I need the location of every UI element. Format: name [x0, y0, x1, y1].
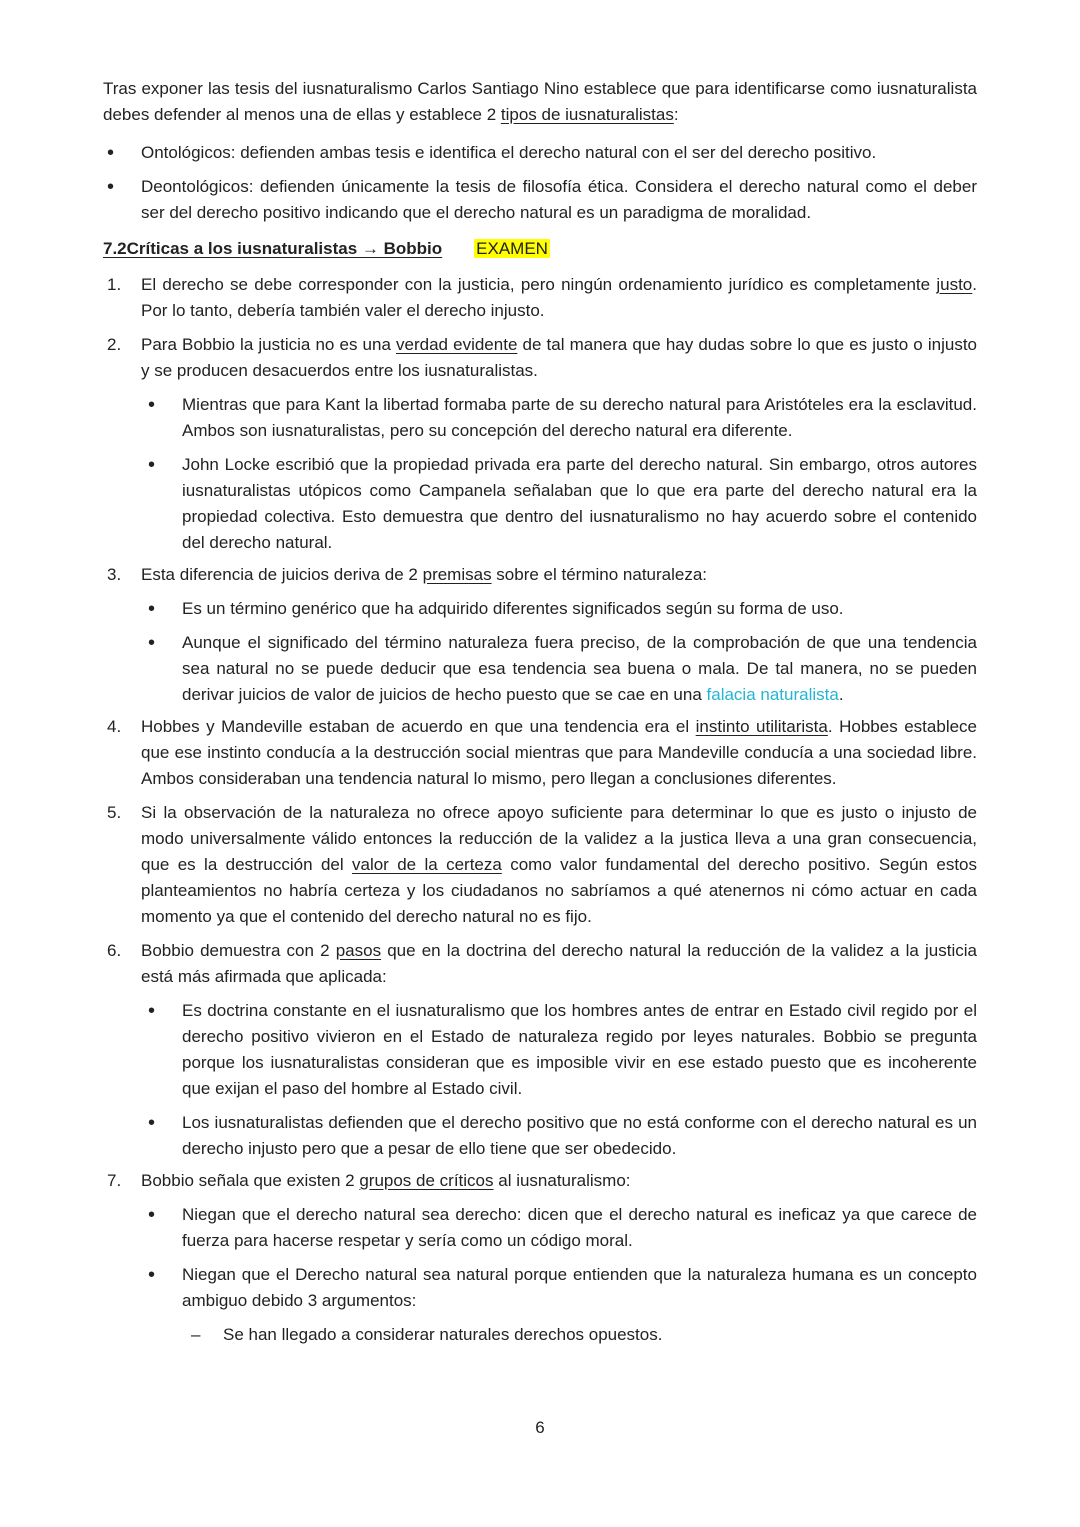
list-item-6: [103, 938, 977, 990]
sub-bullet-no-es-natural: • Niegan que el Derecho natural sea natural porque entienden que la naturaleza humana es un concepto ambiguo debido 3 argumentos:: [103, 1262, 977, 1314]
item-underlined: pasos: [335, 941, 382, 960]
item-number: 1.: [107, 275, 122, 294]
type-ontologicos: • Ontológicos: defienden ambas tesis e identifica el derecho natural con el ser del derecho positivo.: [103, 140, 977, 166]
item-text: . Por lo tanto, debería también valer el derecho injusto.: [141, 275, 977, 320]
falacia-naturalista-link[interactable]: falacia naturalista: [706, 685, 839, 704]
item-underlined: justo: [936, 275, 973, 294]
item-number: 3.: [107, 565, 122, 584]
sub-bullet-locke: • John Locke escribió que la propiedad privada era parte del derecho natural. Sin embargo, otros autores iusnaturalistas utópicos como Campanela señalaban que lo que era parte del derecho natural era la propiedad colectiva. Esto demuestra que dentro del iusnaturalismo no hay acuerdo sobre el contenido del derecho natural.: [103, 452, 977, 556]
page-number: 6: [535, 1418, 545, 1437]
item-text: El derecho se debe corresponder con la justicia, pero ningún ordenamiento jurídico es completamente: [141, 275, 937, 294]
sub-bullet-naturalist-fallacy: [103, 630, 977, 708]
item-text: Para Bobbio la justicia no es una: [141, 335, 397, 354]
item-text: al iusnaturalismo:: [493, 1171, 631, 1190]
item-underlined: valor de la certeza: [352, 855, 502, 874]
list-item-2: [103, 332, 977, 384]
item-text: Aunque el significado del término naturaleza fuera preciso, de la comprobación de que una tendencia sea natural no se puede deducir que esa tendencia sea buena o mala. De tal manera, no se pueden derivar juicios de valor de juicios de hecho puesto que se cae en una: [182, 633, 977, 704]
list-item-3: [103, 562, 977, 588]
intro-underlined: tipos de iusnaturalistas: [500, 105, 674, 124]
item-text: . Hobbes establece que ese instinto conducía a la destrucción social mientras que para Mandeville conducía a una sociedad libre. Ambos consideraban una tendencia natural lo mismo, pero llegan a conclusiones diferentes.: [141, 717, 977, 788]
section-heading: [103, 236, 977, 262]
item-text: que en la doctrina del derecho natural la reducción de la validez a la justicia está más afirmada que aplicada:: [141, 941, 977, 986]
item-number: 4.: [107, 717, 122, 736]
item-number: 7.: [107, 1171, 122, 1190]
item-text: Si la observación de la naturaleza no ofrece apoyo suficiente para determinar lo que es justo o injusto de modo universalmente válido entonces la reducción de la validez a la justica lleva a una gran consecuencia, que es la destrucción del: [141, 803, 977, 874]
sub-bullet-generic-term: • Es un término genérico que ha adquirido diferentes significados según su forma de uso.: [103, 596, 977, 622]
intro-text: Tras exponer las tesis del iusnaturalismo Carlos Santiago Nino establece que para identificarse como iusnaturalista debes defender al menos una de ellas y establece 2: [103, 79, 977, 124]
exam-highlight-tag: EXAMEN: [476, 239, 548, 258]
item-number: 2.: [107, 335, 122, 354]
item-underlined: instinto utilitarista: [695, 717, 828, 736]
item-underlined: verdad evidente: [396, 335, 518, 354]
item-text: como valor fundamental del derecho positivo. Según estos planteamientos no habría certeza y los ciudadanos no sabríamos a qué atenernos ni cómo actuar en cada momento ya que el contenido del derecho natural no es fijo.: [141, 855, 977, 926]
item-underlined: premisas: [422, 565, 492, 584]
list-item-7: [103, 1168, 977, 1194]
item-number: 6.: [107, 941, 122, 960]
item-text: Bobbio señala que existen 2: [141, 1171, 360, 1190]
item-number: 5.: [107, 803, 122, 822]
item-underlined: grupos de críticos: [359, 1171, 494, 1190]
list-item-4: [103, 714, 977, 792]
list-item-1: [103, 272, 977, 324]
intro-text-end: :: [673, 105, 679, 124]
dash-item-derechos-opuestos: – Se han llegado a considerar naturales derechos opuestos.: [103, 1322, 977, 1348]
list-item-5: [103, 800, 977, 930]
item-text: de tal manera que hay dudas sobre lo que es justo o injusto y se producen desacuerdos entre los iusnaturalistas.: [141, 335, 978, 380]
item-text: Esta diferencia de juicios deriva de 2: [141, 565, 423, 584]
sub-bullet-no-es-derecho: • Niegan que el derecho natural sea derecho: dicen que el derecho natural es ineficaz ya que carece de fuerza para hacerse respetar y sería como un código moral.: [103, 1202, 977, 1254]
type-deontologicos: • Deontológicos: defienden únicamente la tesis de filosofía ética. Considera el derecho natural como el deber ser del derecho positivo indicando que el derecho natural es un paradigma de moralidad.: [103, 174, 977, 226]
item-text: .: [838, 685, 844, 704]
sub-bullet-estado-naturaleza: • Es doctrina constante en el iusnaturalismo que los hombres antes de entrar en Estado civil regido por el derecho positivo vivieron en el Estado de naturaleza regido por leyes naturales. Bobbio se pregunta porque los iusnaturalistas consideran que es imposible vivir en ese estado puesto que es incoherente que exijan el paso del hombre al Estado civil.: [103, 998, 977, 1102]
item-text: Bobbio demuestra con 2: [141, 941, 336, 960]
item-text: sobre el término naturaleza:: [491, 565, 708, 584]
sub-bullet-kant: • Mientras que para Kant la libertad formaba parte de su derecho natural para Aristóteles era la esclavitud. Ambos son iusnaturalistas, pero su concepción del derecho natural era diferente.: [103, 392, 977, 444]
sub-bullet-derecho-injusto: • Los iusnaturalistas defienden que el derecho positivo que no está conforme con el derecho natural es un derecho injusto pero que a pesar de ello tiene que ser obedecido.: [103, 1110, 977, 1162]
section-title: 7.2Críticas a los iusnaturalistas → Bobbio: [103, 239, 443, 258]
intro-paragraph: [103, 76, 977, 128]
item-text: Hobbes y Mandeville estaban de acuerdo en que una tendencia era el: [141, 717, 696, 736]
